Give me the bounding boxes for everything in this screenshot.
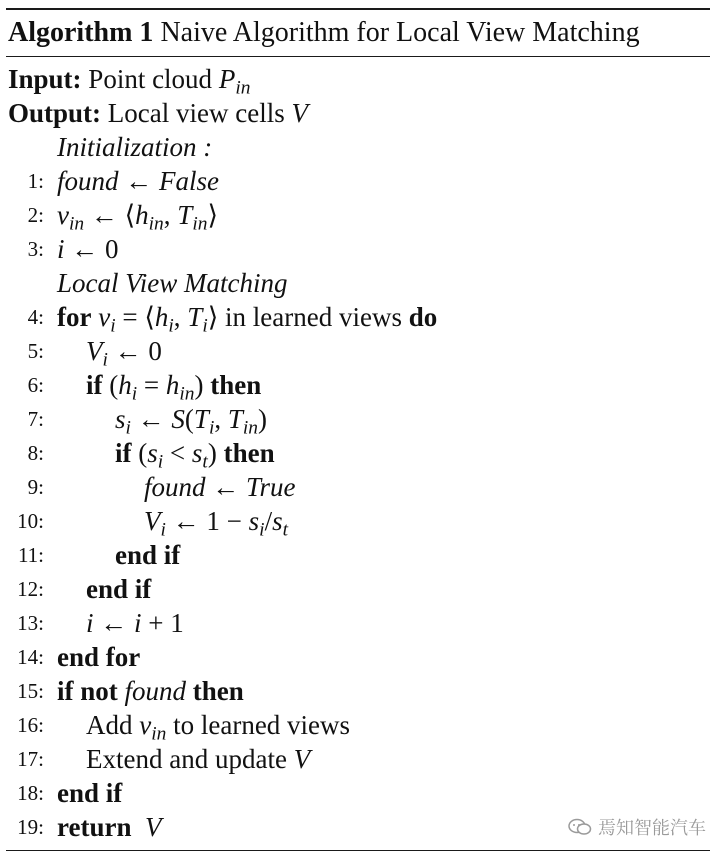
line-number: 12:: [17, 577, 44, 601]
line-number: 5:: [27, 339, 44, 363]
line-content: $V_i$ ← $1 - s_i/s_t$: [144, 506, 288, 541]
algorithm-title: Naive Algorithm for Local View Matching: [160, 17, 640, 48]
line-number: 11:: [17, 543, 44, 567]
line-content: end if: [86, 574, 152, 604]
output-text: Local view cells: [107, 98, 285, 128]
line-content: if $(h_i = h_{in})$ then: [86, 370, 262, 405]
algorithm-label: Algorithm 1: [8, 17, 154, 48]
line-content: i ← i + 1: [86, 608, 184, 638]
input-subscript: in: [235, 77, 251, 99]
algorithm-caption: [8, 13, 640, 53]
line-number: 7:: [27, 407, 44, 431]
line-number: 13:: [17, 611, 44, 635]
line-number: 16:: [17, 713, 44, 737]
line-content: if not found then: [57, 676, 244, 706]
line-content: found ← False: [57, 166, 220, 196]
line-content: Extend and update V: [86, 744, 311, 774]
line-content: Add $v_{in}$ to learned views: [86, 710, 351, 745]
line-content: end if: [57, 778, 123, 808]
line-number: 8:: [27, 441, 44, 465]
algorithm-block: Algorithm 1 Naive Algorithm for Local View Matching Input: Point cloud $P_{in}$ Output: Local view cells V Initialization : 1: found ← False 2: $v_{in}$ ← $⟨h_{in}$, $T_{in}⟩$ 3: i ← 0 Local View Matching 4: for $v_i$ = $⟨h_i$, $T_i⟩$ in learned views do 5: $V_i$ ← 0 6: if $(h_i = h_{in})$ then 7: $s_i$ ← $S(T_i$, $T_{in}$) 8: if $(s_i < s_t)$ then 9: found ← True 10: $V_i$ ← $1 - s_i/s_t$ 11: end if 12: end if 13: i ← i + 1 14: end for 15: if not found then 16: Add $v_{in}$ to learned views 17: Extend and update V 18: end if 19: return V: [6, 6, 710, 854]
line-number: 6:: [27, 373, 44, 397]
line-number: 1:: [27, 169, 44, 193]
input-text: Point cloud: [88, 64, 213, 94]
line-number: 4:: [27, 305, 44, 329]
line-content: end if: [115, 540, 181, 570]
line-content: if $(s_i < s_t)$ then: [115, 438, 275, 473]
line-number: 15:: [17, 679, 44, 703]
line-number: 2:: [27, 203, 44, 227]
line-number: 10:: [17, 509, 44, 533]
input-symbol: P: [218, 64, 236, 94]
line-number: 9:: [27, 475, 44, 499]
caption-rule: [6, 56, 710, 57]
line-content: return V: [57, 812, 162, 842]
line-content: end for: [57, 642, 141, 672]
top-rule: [6, 8, 710, 10]
line-content: found ← True: [144, 472, 296, 502]
line-content: i ← 0: [57, 234, 119, 264]
line-content: $V_i$ ← 0: [86, 336, 162, 371]
bottom-rule: [6, 850, 710, 851]
line-number: 14:: [17, 645, 44, 669]
output-label: Output:: [8, 98, 102, 128]
input-label: Input:: [8, 64, 82, 94]
line-content: for $v_i$ = $⟨h_i$, $T_i⟩$ in learned views do: [57, 302, 438, 337]
line-content: $v_{in}$ ← $⟨h_{in}$, $T_{in}⟩$: [57, 200, 218, 235]
line-number: 3:: [27, 237, 44, 261]
line-number: 17:: [17, 747, 44, 771]
watermark: [568, 814, 706, 840]
line-number: 18:: [17, 781, 44, 805]
line-number: 19:: [17, 815, 44, 839]
output-symbol: V: [291, 98, 308, 128]
line-content: $s_i$ ← $S(T_i$, $T_{in}$): [115, 404, 268, 439]
wechat-icon: [568, 818, 592, 836]
watermark-text: 焉知智能汽车: [598, 818, 706, 839]
